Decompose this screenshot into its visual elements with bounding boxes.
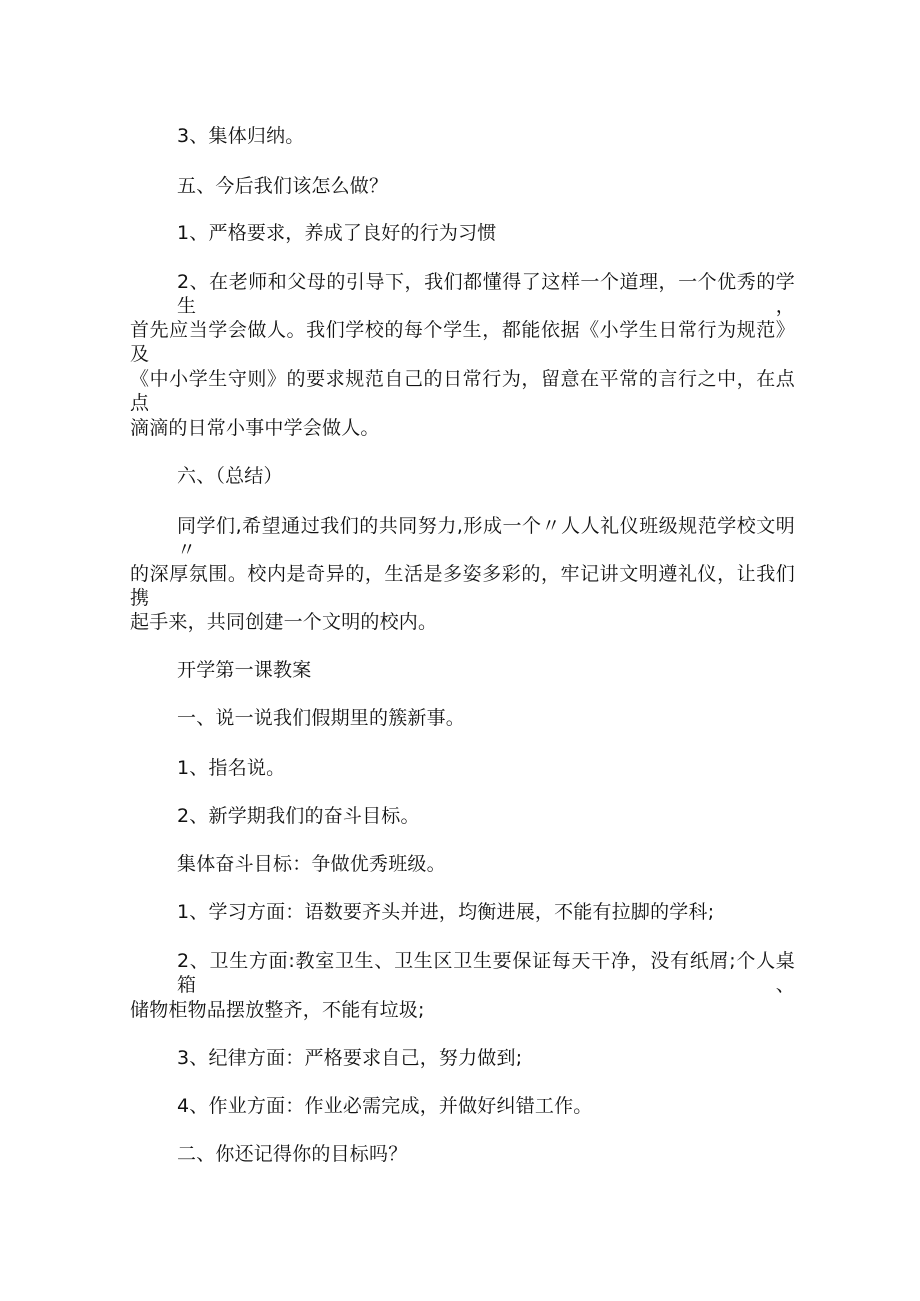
paragraph-line: 3、纪律方面：严格要求自己，努力做到; [177, 1047, 523, 1069]
section-heading: 五、今后我们该怎么做？ [177, 175, 389, 197]
paragraph-line: 2、卫生方面:教室卫生、卫生区卫生要保证每天干净，没有纸屑;个人桌箱、 [177, 950, 795, 996]
section-heading: 六、（总结） [177, 465, 283, 487]
paragraph-line: 3、集体归纳。 [177, 125, 305, 147]
paragraph-line: 集体奋斗目标：争做优秀班级。 [177, 853, 446, 875]
paragraph-line: 2、新学期我们的奋斗目标。 [177, 805, 420, 827]
paragraph-line: 首先应当学会做人。我们学校的每个学生，都能依据《小学生日常行为规范》及 [130, 319, 795, 365]
section-heading: 二、你还记得你的目标吗？ [177, 1143, 408, 1165]
paragraph-line: 2、在老师和父母的引导下，我们都懂得了这样一个道理，一个优秀的学生， [177, 271, 795, 317]
paragraph-line: 同学们,希望通过我们的共同努力,形成一个〃人人礼仪班级规范学校文明〃 [177, 515, 795, 561]
paragraph-line: 1、严格要求，养成了良好的行为习惯 [177, 222, 497, 244]
paragraph-line: 《中小学生守则》的要求规范自己的日常行为，留意在平常的言行之中，在点点 [130, 368, 795, 414]
paragraph-line: 起手来，共同创建一个文明的校内。 [130, 611, 438, 633]
paragraph-line: 的深厚氛围。校内是奇异的，生活是多姿多彩的，牢记讲文明遵礼仪，让我们携 [130, 563, 795, 609]
paragraph-line: 1、指名说。 [177, 757, 286, 779]
paragraph-line: 储物柜物品摆放整齐，不能有垃圾; [130, 999, 425, 1021]
paragraph-line: 1、学习方面：语数要齐头并进，均衡进展，不能有拉脚的学科; [177, 901, 715, 923]
section-heading: 一、说一说我们假期里的簇新事。 [177, 707, 466, 729]
document-title: 开学第一课教案 [177, 659, 312, 681]
paragraph-line: 滴滴的日常小事中学会做人。 [130, 417, 380, 439]
paragraph-line: 4、作业方面：作业必需完成，并做好纠错工作。 [177, 1095, 593, 1117]
